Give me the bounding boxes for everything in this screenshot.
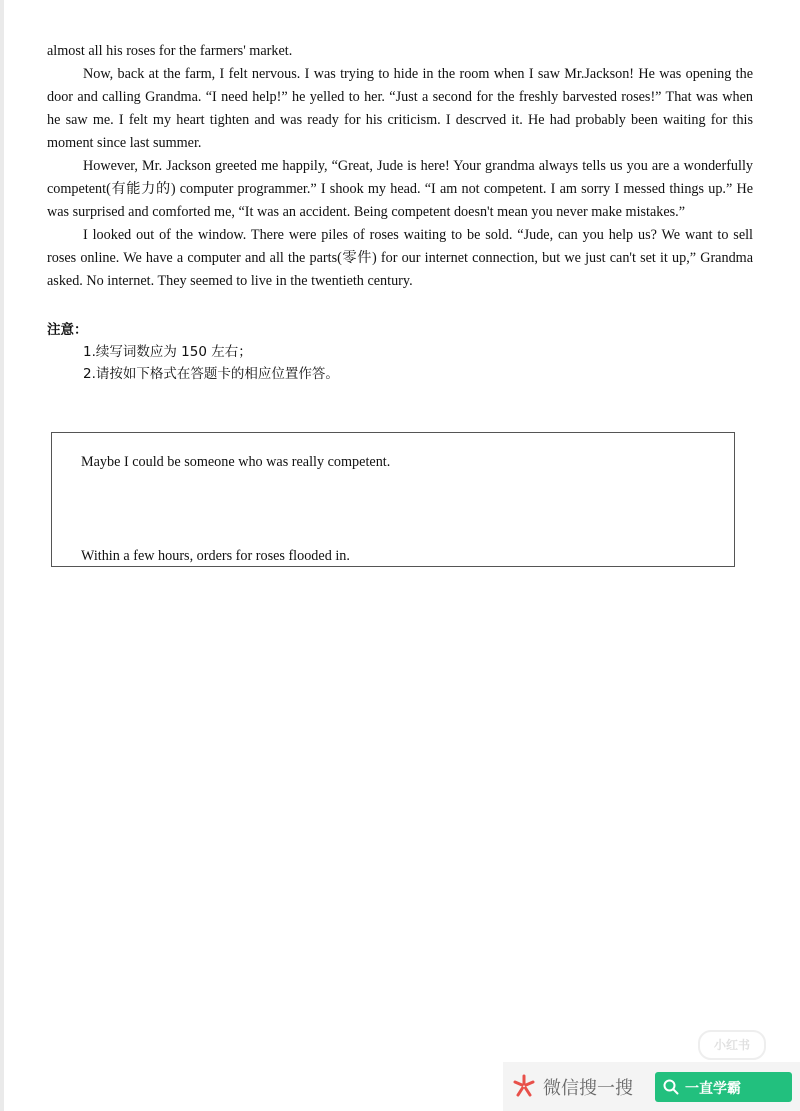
notes-title: 注意：: [47, 322, 88, 338]
passage-paragraph-4: I looked out of the window. There were piles of roses waiting to be sold. “Jude, can you help us? We want to sell roses online. We have a computer and all the parts(零件) for our internet connection, but we just can't set it up,” Grandma asked. No internet. They seemed to live in the twentieth century.: [47, 227, 753, 289]
search-chip-label: 一直学霸: [685, 1081, 741, 1097]
wechat-search-label: 微信搜一搜: [543, 1078, 633, 1099]
passage-paragraph-1: almost all his roses for the farmers' market.: [47, 43, 293, 59]
search-icon: [663, 1079, 679, 1095]
document-content: [47, 40, 753, 385]
notes-section: [47, 319, 753, 385]
page-edge: [0, 0, 4, 1111]
passage-paragraph-2: Now, back at the farm, I felt nervous. I was trying to hide in the room when I saw Mr.Jackson! He was opening the door and calling Grandma. “I need help!” he yelled to her. “Just a second for the freshly barvested roses!” That was when he saw me. I felt my heart tighten and was ready for his criticism. I descrved it. He had probably been waiting for this moment since last summer.: [47, 66, 753, 151]
second-opening-line: Within a few hours, orders for roses flooded in.: [81, 548, 350, 564]
opening-line: Maybe I could be someone who was really competent.: [81, 454, 391, 470]
wechat-search-logo-icon: [511, 1073, 537, 1099]
wechat-search-bar[interactable]: [503, 1062, 800, 1111]
answer-box: [51, 432, 735, 567]
note-item-2: 2.请按如下格式在答题卡的相应位置作答。: [83, 366, 339, 382]
passage-paragraph-3: However, Mr. Jackson greeted me happily, “Great, Jude is here! Your grandma always tells us you are a wonderfully competent(有能力的) computer programmer.” I shook my head. “I am not competent. I am sorry I messed things up.” He was surprised and comforted me, “It was an accident. Being competent doesn't mean you never make mistakes.”: [47, 158, 753, 220]
note-item-1: 1.续写词数应为 150 左右；: [83, 344, 252, 360]
xiaohongshu-watermark: 小红书: [698, 1030, 766, 1060]
search-chip[interactable]: [655, 1072, 792, 1102]
